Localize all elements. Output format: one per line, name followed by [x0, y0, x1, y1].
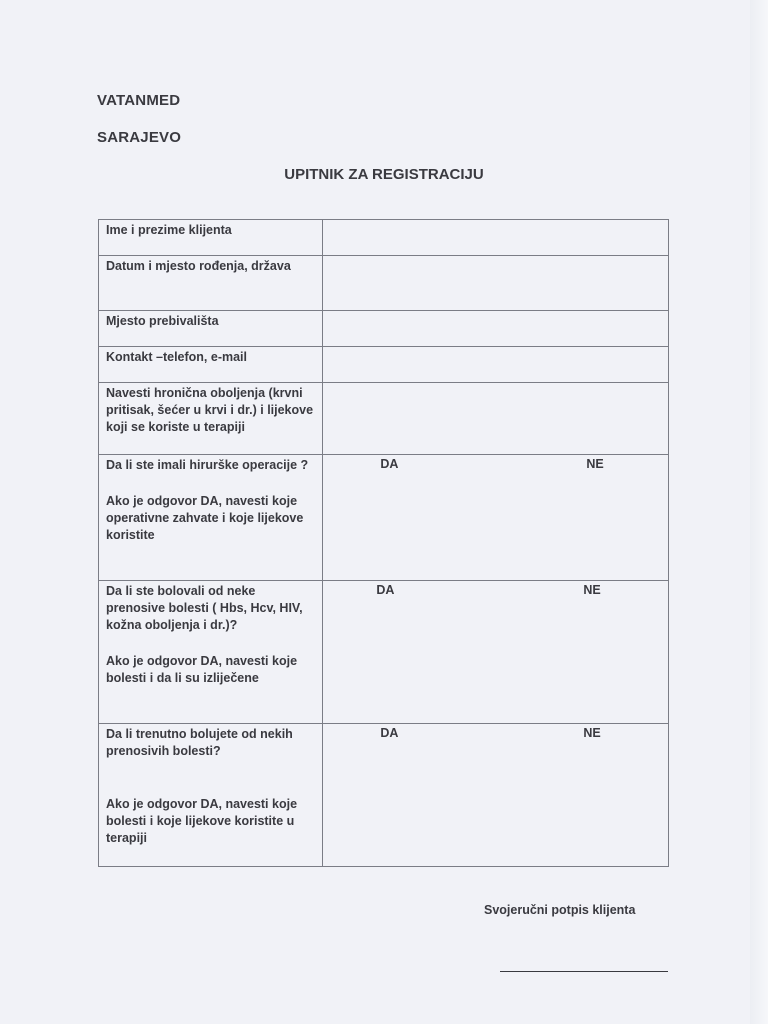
form-row-birth: [99, 256, 669, 311]
label-full-name: Ime i prezime klijenta: [106, 223, 232, 237]
infectious-past-option-yes[interactable]: DA: [376, 583, 395, 597]
chronic-diseases-field[interactable]: [323, 383, 669, 455]
label-chronic-diseases: Navesti hronična oboljenja (krvni pritisak, šećer u krvi i dr.) i lijekove koji se koriste u terapiji: [106, 386, 314, 434]
label-surgery-followup: Ako je odgovor DA, navesti koje operativne zahvate i koje lijekove koristite: [106, 494, 304, 542]
residence-field[interactable]: [323, 311, 669, 347]
organization-city: SARAJEVO: [97, 129, 182, 146]
label-contact: Kontakt –telefon, e-mail: [106, 350, 247, 364]
surgery-option-no[interactable]: NE: [586, 457, 604, 471]
label-residence: Mjesto prebivališta: [106, 314, 219, 328]
signature-line[interactable]: [500, 971, 668, 972]
contact-field[interactable]: [323, 347, 669, 383]
surgery-option-yes[interactable]: DA: [380, 457, 399, 471]
label-infectious-current-question: Da li trenutno bolujete od nekih prenosivih bolesti?: [106, 727, 293, 758]
row-label-cell: [99, 256, 323, 311]
row-label-cell: [99, 220, 323, 256]
row-label-cell: [99, 581, 323, 724]
birth-date-place-field[interactable]: [323, 256, 669, 311]
row-label-cell: [99, 724, 323, 867]
infectious-current-option-no[interactable]: NE: [583, 726, 601, 740]
row-label-cell: [99, 311, 323, 347]
label-infectious-current-followup: Ako je odgovor DA, navesti koje bolesti i koje lijekove koristite u terapiji: [106, 797, 298, 845]
row-label-cell: [99, 455, 323, 581]
label-surgery-question: Da li ste imali hirurške operacije ?: [106, 458, 309, 472]
infectious-current-option-yes[interactable]: DA: [380, 726, 399, 740]
full-name-field[interactable]: [323, 220, 669, 256]
label-birth-date-place: Datum i mjesto rođenja, država: [106, 259, 291, 273]
organization-name: VATANMED: [97, 92, 181, 109]
form-title: UPITNIK ZA REGISTRACIJU: [284, 166, 484, 183]
form-title-wrapper: [0, 166, 768, 183]
label-infectious-past-followup: Ako je odgovor DA, navesti koje bolesti i da li su izliječene: [106, 654, 298, 685]
infectious-past-answer-field[interactable]: [323, 581, 669, 724]
form-row-name: [99, 220, 669, 256]
surgery-answer-field[interactable]: [323, 455, 669, 581]
infectious-past-option-no[interactable]: NE: [583, 583, 601, 597]
form-row-infectious-past: [99, 581, 669, 724]
signature-label: Svojeručni potpis klijenta: [484, 903, 636, 917]
infectious-current-answer-field[interactable]: [323, 724, 669, 867]
row-label-cell: [99, 383, 323, 455]
row-label-cell: [99, 347, 323, 383]
form-row-surgery: [99, 455, 669, 581]
registration-form-table: [98, 219, 669, 867]
form-row-infectious-current: [99, 724, 669, 867]
form-row-chronic: [99, 383, 669, 455]
form-row-contact: [99, 347, 669, 383]
form-row-residence: [99, 311, 669, 347]
paper-edge: [750, 0, 768, 1024]
label-infectious-past-question: Da li ste bolovali od neke prenosive bolesti ( Hbs, Hcv, HIV, kožna oboljenja i dr.)?: [106, 584, 303, 632]
